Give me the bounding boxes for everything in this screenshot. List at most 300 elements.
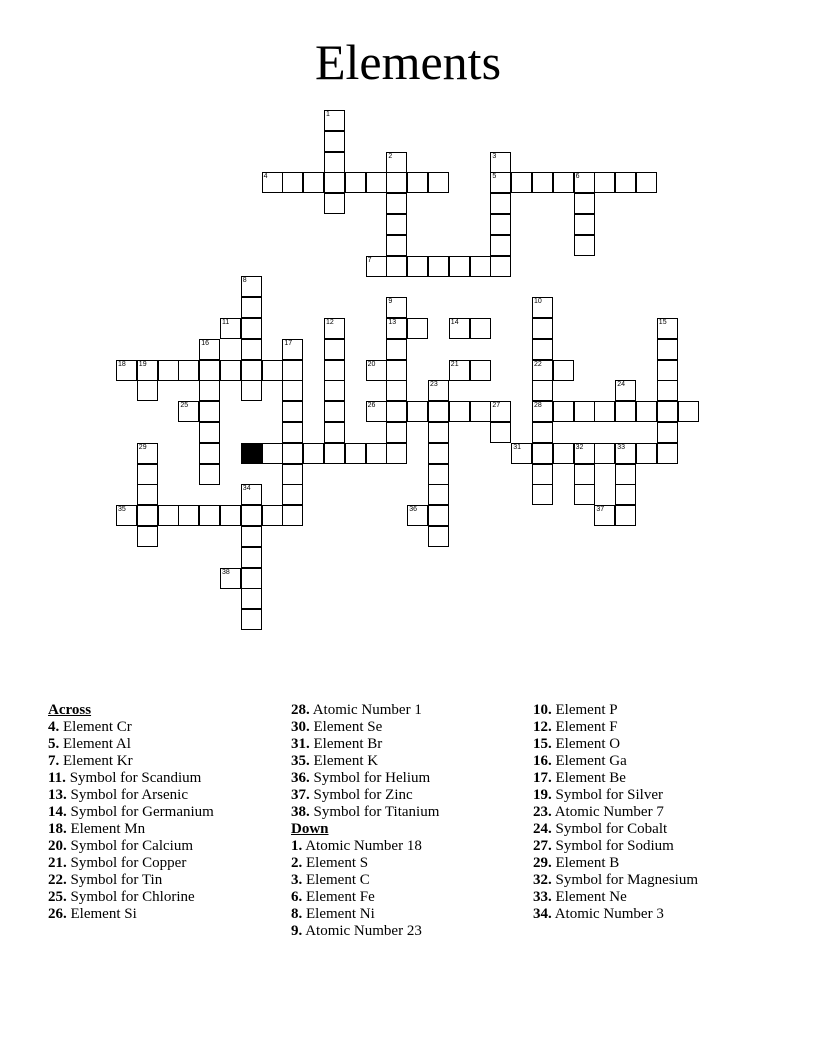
grid-cell[interactable] (657, 422, 678, 443)
clue-text: Symbol for Zinc (313, 787, 413, 803)
grid-cell[interactable] (490, 422, 511, 443)
down-clue (533, 872, 773, 889)
clue-number: 19. (533, 787, 552, 803)
grid-cell[interactable] (386, 360, 407, 381)
grid-cell[interactable] (553, 401, 574, 422)
grid-cell[interactable] (116, 360, 137, 381)
grid-cell[interactable] (241, 588, 262, 609)
grid-cell[interactable] (615, 380, 636, 401)
clue-number: 28. (291, 702, 310, 718)
cell-number: 3 (492, 152, 497, 160)
clue-number: 3. (291, 872, 303, 888)
grid-cell[interactable] (574, 464, 595, 485)
clue-text: Symbol for Sodium (555, 838, 674, 854)
grid-cell[interactable] (386, 401, 407, 422)
grid-cell[interactable] (553, 443, 574, 464)
grid-cell[interactable] (386, 235, 407, 256)
grid-cell[interactable] (199, 360, 220, 381)
cell-number: 30 (242, 443, 251, 451)
grid-cell[interactable] (428, 443, 449, 464)
cell-number: 14 (450, 319, 459, 326)
clue-text: Atomic Number 3 (554, 906, 664, 922)
grid-cell[interactable] (220, 568, 241, 589)
across-heading: Across (48, 702, 92, 718)
grid-cell[interactable] (615, 401, 636, 422)
grid-cell[interactable] (282, 505, 303, 526)
down-clue (291, 889, 531, 906)
grid-cell[interactable] (490, 401, 511, 422)
grid-cell[interactable] (303, 172, 324, 193)
grid-cell[interactable] (532, 297, 553, 318)
down-clue (533, 906, 773, 923)
clue-number: 32. (533, 872, 552, 888)
grid-cell[interactable] (366, 256, 387, 277)
clue-number: 23. (533, 804, 552, 820)
grid-cell[interactable] (345, 172, 366, 193)
cell-number: 38 (222, 568, 230, 576)
across-clue (48, 855, 288, 872)
grid-cell[interactable] (137, 526, 158, 547)
grid-cell[interactable] (428, 256, 449, 277)
grid-cell[interactable] (282, 464, 303, 485)
grid-cell[interactable] (615, 505, 636, 526)
grid-cell[interactable] (428, 172, 449, 193)
grid-cell[interactable] (449, 256, 470, 277)
grid-cell[interactable] (262, 443, 283, 464)
grid-cell[interactable] (428, 505, 449, 526)
grid-cell[interactable] (199, 443, 220, 464)
down-clue (533, 736, 773, 753)
clue-number: 4. (48, 719, 60, 735)
grid-cell[interactable] (386, 297, 407, 318)
across-clue (291, 770, 531, 787)
grid-cell[interactable] (199, 422, 220, 443)
grid-cell[interactable] (657, 360, 678, 381)
grid-cell[interactable] (657, 443, 678, 464)
grid-cell[interactable] (532, 464, 553, 485)
cell-number: 7 (367, 256, 372, 264)
grid-cell[interactable] (428, 380, 449, 401)
grid-cell[interactable] (386, 152, 407, 173)
across-clue (291, 753, 531, 770)
grid-cell[interactable] (324, 152, 345, 173)
cell-number: 18 (118, 360, 126, 368)
grid-cell[interactable] (386, 172, 407, 193)
grid-cell[interactable] (490, 172, 511, 193)
grid-cell[interactable] (449, 318, 470, 339)
clue-number: 29. (533, 855, 552, 871)
grid-cell[interactable] (490, 235, 511, 256)
grid-cell[interactable] (615, 172, 636, 193)
grid-cell[interactable] (574, 214, 595, 235)
across-clue (48, 719, 288, 736)
grid-cell[interactable] (282, 484, 303, 505)
grid-cell[interactable] (470, 256, 491, 277)
clue-number: 16. (533, 753, 552, 769)
cell-number: 32 (575, 443, 584, 451)
grid-cell[interactable] (137, 484, 158, 505)
clue-number: 8. (291, 906, 303, 922)
grid-cell[interactable] (428, 401, 449, 422)
grid-cell[interactable] (241, 484, 262, 505)
cell-number: 37 (596, 506, 605, 514)
grid-cell[interactable] (324, 172, 345, 193)
clue-text: Symbol for Scandium (69, 770, 202, 786)
grid-cell[interactable] (199, 401, 220, 422)
grid-cell[interactable] (241, 547, 262, 568)
grid-cell[interactable] (137, 505, 158, 526)
grid-cell[interactable] (324, 443, 345, 464)
clue-text: Symbol for Silver (555, 787, 663, 803)
clue-text: Element K (313, 753, 379, 769)
grid-cell[interactable] (386, 380, 407, 401)
clue-number: 37. (291, 787, 310, 803)
grid-cell[interactable] (199, 505, 220, 526)
cell-number: 5 (492, 173, 497, 181)
clue-number: 30. (291, 719, 310, 735)
clue-text: Element Al (63, 736, 131, 752)
grid-cell[interactable] (553, 172, 574, 193)
clue-number: 15. (533, 736, 552, 752)
down-heading: Down (291, 821, 329, 837)
grid-cell[interactable] (324, 339, 345, 360)
grid-cell[interactable] (241, 360, 262, 381)
clue-text: Element Cr (63, 719, 132, 735)
grid-cell[interactable] (282, 443, 303, 464)
clue-text: Symbol for Cobalt (555, 821, 668, 837)
cell-number: 35 (118, 506, 126, 514)
grid-cell[interactable] (386, 339, 407, 360)
clue-text: Symbol for Magnesium (555, 872, 698, 888)
grid-cell[interactable] (282, 360, 303, 381)
down-clue (533, 770, 773, 787)
clue-text: Element Mn (70, 821, 146, 837)
grid-cell[interactable] (324, 318, 345, 339)
cell-number: 9 (388, 298, 393, 306)
grid-cell[interactable] (366, 360, 387, 381)
grid-cell[interactable] (282, 401, 303, 422)
grid-cell[interactable] (262, 505, 283, 526)
grid-cell[interactable] (324, 401, 345, 422)
cell-number: 23 (430, 381, 438, 389)
clue-number: 10. (533, 702, 552, 718)
clue-text: Element Fe (306, 889, 375, 905)
grid-cell[interactable] (470, 360, 491, 381)
grid-cell[interactable] (345, 443, 366, 464)
grid-cell[interactable] (407, 505, 428, 526)
across-clue (48, 906, 288, 923)
across-clue (291, 736, 531, 753)
clue-text: Element P (555, 702, 618, 718)
grid-cell[interactable] (220, 318, 241, 339)
clue-text: Element S (306, 855, 369, 871)
clue-column-3 (533, 702, 773, 923)
clue-text: Atomic Number 18 (305, 838, 422, 854)
grid-cell[interactable] (366, 443, 387, 464)
cell-number: 8 (242, 277, 247, 285)
clue-number: 27. (533, 838, 552, 854)
grid-cell[interactable] (428, 422, 449, 443)
clue-text: Atomic Number 7 (554, 804, 664, 820)
cell-number: 26 (367, 402, 376, 410)
clue-number: 22. (48, 872, 67, 888)
cell-number: 29 (138, 443, 147, 451)
grid-cell[interactable] (657, 380, 678, 401)
grid-cell[interactable] (449, 401, 470, 422)
grid-cell[interactable] (428, 484, 449, 505)
grid-cell[interactable] (532, 401, 553, 422)
grid-cell[interactable] (678, 401, 699, 422)
grid-cell[interactable] (282, 380, 303, 401)
grid-cell[interactable] (220, 505, 241, 526)
grid-cell[interactable] (241, 339, 262, 360)
grid-cell[interactable] (490, 256, 511, 277)
grid-cell[interactable] (532, 484, 553, 505)
grid-cell[interactable] (220, 360, 241, 381)
cell-number: 2 (388, 152, 393, 160)
cell-number: 24 (617, 381, 625, 389)
grid-cell[interactable] (574, 401, 595, 422)
grid-cell[interactable] (241, 380, 262, 401)
grid-cell[interactable] (137, 380, 158, 401)
clue-number: 9. (291, 923, 303, 939)
cell-number: 6 (575, 173, 580, 181)
clue-text: Element C (306, 872, 370, 888)
cell-number: 34 (242, 485, 251, 493)
grid-cell[interactable] (324, 131, 345, 152)
grid-cell[interactable] (324, 110, 345, 131)
grid-cell[interactable] (636, 443, 657, 464)
clue-number: 14. (48, 804, 67, 820)
grid-cell[interactable] (282, 422, 303, 443)
cell-number: 12 (326, 319, 334, 326)
grid-cell[interactable] (428, 464, 449, 485)
clue-text: Element Kr (63, 753, 133, 769)
clue-text: Symbol for Chlorine (70, 889, 195, 905)
clue-number: 5. (48, 736, 60, 752)
cell-number: 10 (534, 298, 542, 306)
down-clue (291, 872, 531, 889)
grid-cell[interactable] (532, 339, 553, 360)
clue-text: Element F (555, 719, 618, 735)
grid-cell[interactable] (137, 443, 158, 464)
clue-text: Element Ne (555, 889, 627, 905)
clue-column-1 (48, 702, 288, 923)
grid-cell[interactable] (470, 401, 491, 422)
down-clue (533, 855, 773, 872)
across-clue (48, 838, 288, 855)
grid-cell[interactable] (262, 172, 283, 193)
clue-text: Atomic Number 1 (312, 702, 422, 718)
clue-number: 18. (48, 821, 67, 837)
grid-cell[interactable] (574, 443, 595, 464)
across-clue (48, 753, 288, 770)
grid-cell[interactable] (657, 339, 678, 360)
grid-cell[interactable] (615, 443, 636, 464)
grid-cell[interactable] (199, 380, 220, 401)
clue-text: Symbol for Titanium (313, 804, 440, 820)
clue-number: 34. (533, 906, 552, 922)
black-cell (241, 443, 262, 464)
clue-text: Element Ga (555, 753, 627, 769)
grid-cell[interactable] (386, 443, 407, 464)
grid-cell[interactable] (532, 360, 553, 381)
across-clue (48, 804, 288, 821)
grid-cell[interactable] (532, 172, 553, 193)
grid-cell[interactable] (657, 318, 678, 339)
grid-cell[interactable] (594, 172, 615, 193)
grid-cell[interactable] (178, 360, 199, 381)
grid-cell[interactable] (407, 401, 428, 422)
across-clue (48, 889, 288, 906)
grid-cell[interactable] (282, 172, 303, 193)
grid-cell[interactable] (553, 360, 574, 381)
cell-number: 11 (222, 319, 230, 326)
cell-number: 15 (658, 319, 667, 326)
grid-cell[interactable] (532, 443, 553, 464)
clue-text: Element Si (70, 906, 137, 922)
clue-text: Element Br (313, 736, 383, 752)
grid-cell[interactable] (594, 401, 615, 422)
grid-cell[interactable] (615, 484, 636, 505)
grid-cell[interactable] (241, 297, 262, 318)
across-clue (48, 736, 288, 753)
grid-cell[interactable] (407, 172, 428, 193)
cell-number: 33 (617, 443, 625, 451)
across-clue (291, 702, 531, 719)
grid-cell[interactable] (386, 214, 407, 235)
clue-number: 21. (48, 855, 67, 871)
grid-cell[interactable] (386, 422, 407, 443)
grid-cell[interactable] (303, 443, 324, 464)
grid-cell[interactable] (407, 256, 428, 277)
clue-number: 24. (533, 821, 552, 837)
grid-cell[interactable] (158, 360, 179, 381)
grid-cell[interactable] (386, 256, 407, 277)
down-clue (533, 804, 773, 821)
grid-cell[interactable] (158, 505, 179, 526)
grid-cell[interactable] (386, 318, 407, 339)
down-clue (291, 906, 531, 923)
grid-cell[interactable] (636, 401, 657, 422)
down-clue (533, 821, 773, 838)
grid-cell[interactable] (386, 193, 407, 214)
grid-cell[interactable] (137, 360, 158, 381)
grid-cell[interactable] (178, 401, 199, 422)
grid-cell[interactable] (407, 318, 428, 339)
grid-cell[interactable] (366, 172, 387, 193)
clue-text: Element B (555, 855, 620, 871)
grid-cell[interactable] (574, 193, 595, 214)
clue-number: 35. (291, 753, 310, 769)
cell-number: 4 (263, 173, 268, 181)
grid-cell[interactable] (490, 152, 511, 173)
clue-number: 25. (48, 889, 67, 905)
across-clue (48, 821, 288, 838)
cell-number: 1 (326, 111, 330, 118)
grid-cell[interactable] (594, 443, 615, 464)
grid-cell[interactable] (574, 484, 595, 505)
grid-cell[interactable] (324, 193, 345, 214)
cell-number: 36 (409, 506, 417, 514)
grid-cell[interactable] (490, 214, 511, 235)
down-clue (533, 753, 773, 770)
grid-cell[interactable] (241, 318, 262, 339)
cell-number: 28 (534, 402, 542, 410)
grid-cell[interactable] (282, 339, 303, 360)
grid-cell[interactable] (574, 235, 595, 256)
clue-number: 17. (533, 770, 552, 786)
grid-cell[interactable] (241, 505, 262, 526)
grid-cell[interactable] (178, 505, 199, 526)
cell-number: 22 (534, 360, 542, 368)
down-clue (291, 923, 531, 940)
clue-number: 12. (533, 719, 552, 735)
clue-text: Symbol for Calcium (70, 838, 193, 854)
grid-cell[interactable] (241, 609, 262, 630)
grid-cell[interactable] (532, 380, 553, 401)
grid-cell[interactable] (116, 505, 137, 526)
cell-number: 31 (513, 443, 521, 451)
grid-cell[interactable] (324, 422, 345, 443)
clue-text: Symbol for Helium (313, 770, 431, 786)
across-clue (48, 770, 288, 787)
grid-cell[interactable] (366, 401, 387, 422)
grid-cell[interactable] (241, 276, 262, 297)
grid-cell[interactable] (137, 464, 158, 485)
clue-number: 38. (291, 804, 310, 820)
grid-cell[interactable] (241, 568, 262, 589)
clue-number: 11. (48, 770, 66, 786)
grid-cell[interactable] (511, 172, 532, 193)
clue-text: Atomic Number 23 (305, 923, 422, 939)
clue-number: 1. (291, 838, 303, 854)
grid-cell[interactable] (657, 401, 678, 422)
grid-cell[interactable] (490, 193, 511, 214)
grid-cell[interactable] (428, 526, 449, 547)
grid-cell[interactable] (262, 360, 283, 381)
across-clue (291, 787, 531, 804)
clue-text: Element O (555, 736, 621, 752)
cell-number: 20 (367, 360, 376, 368)
page-title: Elements (314, 34, 502, 90)
clue-number: 13. (48, 787, 67, 803)
grid-cell[interactable] (470, 318, 491, 339)
cell-number: 27 (492, 402, 501, 410)
down-clue (533, 838, 773, 855)
grid-cell[interactable] (199, 464, 220, 485)
grid-cell[interactable] (532, 318, 553, 339)
clue-number: 2. (291, 855, 303, 871)
grid-cell[interactable] (574, 172, 595, 193)
grid-cell[interactable] (594, 505, 615, 526)
down-clue (291, 855, 531, 872)
grid-cell[interactable] (199, 339, 220, 360)
clue-text: Symbol for Copper (70, 855, 187, 871)
across-clue (48, 872, 288, 889)
grid-cell[interactable] (636, 172, 657, 193)
grid-cell[interactable] (532, 422, 553, 443)
down-clue (533, 702, 773, 719)
grid-cell[interactable] (324, 360, 345, 381)
grid-cell[interactable] (449, 360, 470, 381)
grid-cell[interactable] (511, 443, 532, 464)
clue-number: 26. (48, 906, 67, 922)
grid-cell[interactable] (324, 380, 345, 401)
grid-cell[interactable] (241, 526, 262, 547)
grid-cell[interactable] (615, 464, 636, 485)
clue-number: 33. (533, 889, 552, 905)
